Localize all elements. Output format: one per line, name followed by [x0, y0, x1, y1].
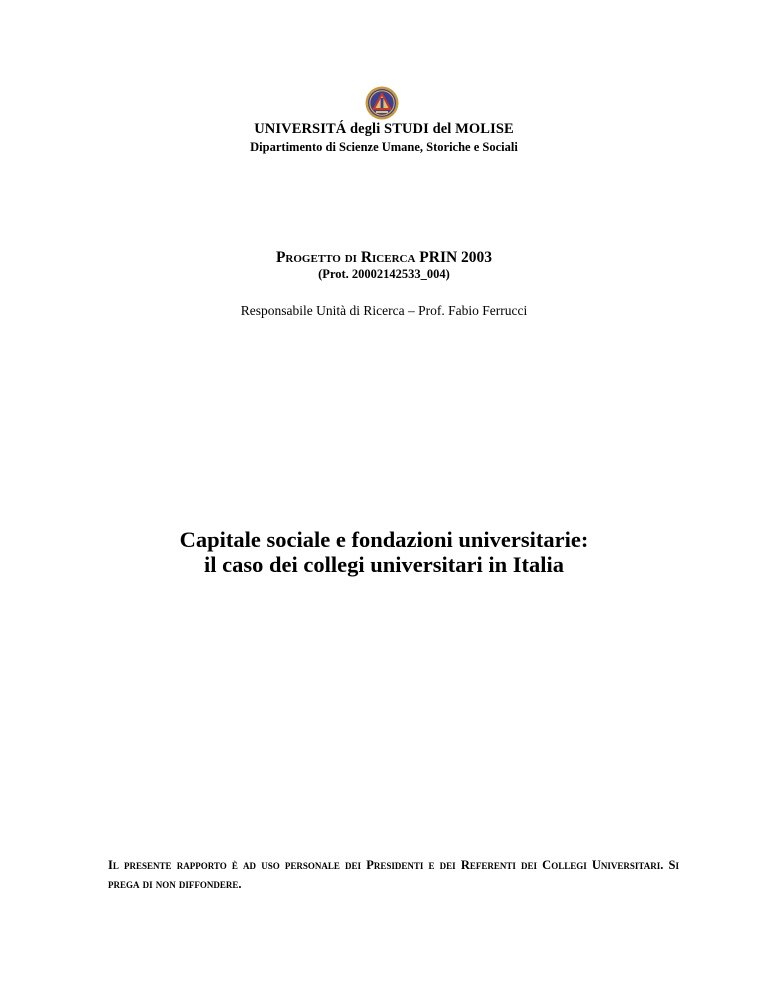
university-seal-icon: [365, 86, 399, 120]
project-title-text: Progetto di Ricerca PRIN: [275, 249, 458, 266]
document-title: [0, 527, 768, 577]
project-title: [0, 249, 768, 267]
document-title-line-1: Capitale sociale e fondazioni universitarie:: [179, 527, 589, 552]
university-name: UNIVERSITÁ degli STUDI del MOLISE: [254, 121, 514, 137]
confidentiality-notice: Il presente rapporto è ad uso personale dei Presidenti e dei Referenti dei Collegi Universitari. Si prega di non diffondere.: [108, 858, 679, 891]
research-unit-responsible: Responsabile Unità di Ricerca – Prof. Fabio Ferrucci: [240, 303, 528, 318]
project-protocol: (Prot. 20002142533_004): [318, 267, 450, 281]
document-title-line-2: il caso dei collegi universitari in Italia: [204, 552, 564, 577]
department-name: Dipartimento di Scienze Umane, Storiche e Sociali: [250, 140, 518, 154]
project-year: 2003: [461, 249, 493, 266]
